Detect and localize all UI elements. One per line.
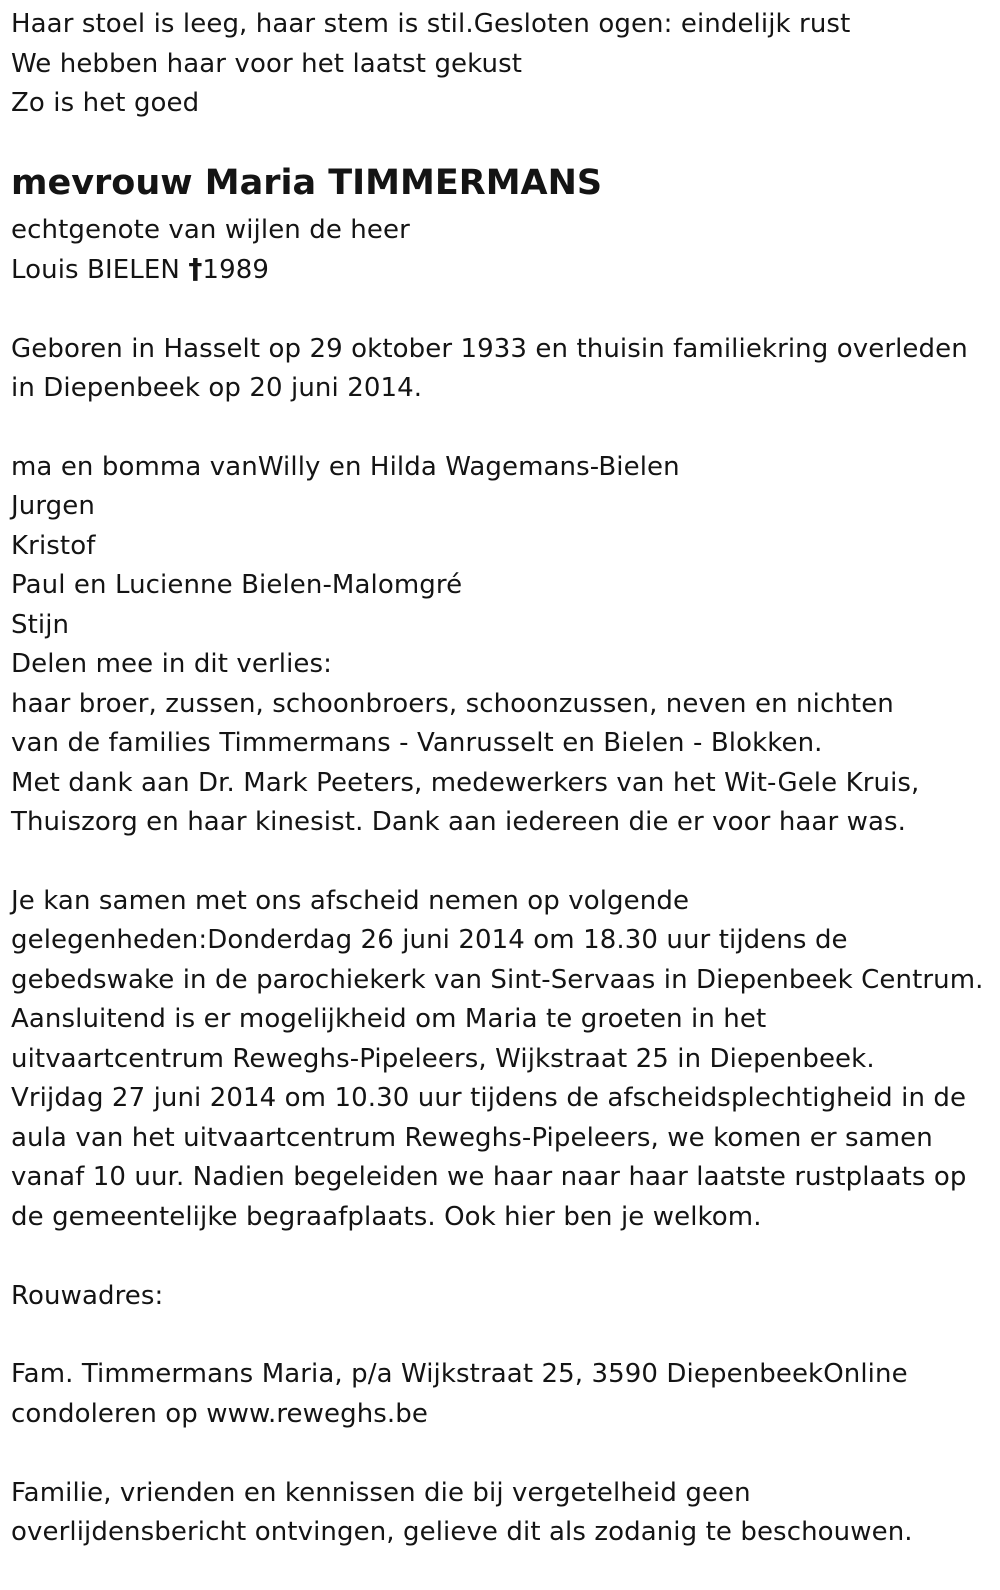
poem-line: We hebben haar voor het laatst gekust	[11, 49, 523, 79]
farewell-line: uitvaartcentrum Reweghs-Pipeleers, Wijkstraat 25 in Diepenbeek.	[11, 1044, 875, 1074]
farewell-line: Vrijdag 27 juni 2014 om 10.30 uur tijdens de afscheidsplechtigheid in de	[11, 1083, 967, 1113]
poem-line: Zo is het goed	[11, 88, 200, 118]
family-line: Jurgen	[11, 491, 95, 521]
cross-icon: †	[188, 252, 203, 285]
paragraph-line: Geboren in Hasselt op 29 oktober 1933 en thuisin familiekring overleden	[11, 334, 968, 364]
spouse-death-year: 1989	[202, 255, 269, 285]
address-label: Rouwadres:	[11, 1281, 164, 1311]
family-line: Stijn	[11, 610, 70, 640]
closing-line: Familie, vrienden en kennissen die bij vergetelheid geen	[11, 1478, 751, 1508]
farewell-line: Je kan samen met ons afscheid nemen op volgende	[11, 886, 690, 916]
spouse-line: echtgenote van wijlen de heer	[11, 215, 410, 245]
family-line: van de families Timmermans - Vanrusselt en Bielen - Blokken.	[11, 728, 823, 758]
farewell-line: gebedswake in de parochiekerk van Sint-Servaas in Diepenbeek Centrum.	[11, 965, 984, 995]
family-line: Paul en Lucienne Bielen-Malomgré	[11, 570, 463, 600]
family-line: Thuiszorg en haar kinesist. Dank aan iedereen die er voor haar was.	[11, 807, 907, 837]
poem-line: Haar stoel is leeg, haar stem is stil.Gesloten ogen: eindelijk rust	[11, 9, 851, 39]
family-line: Kristof	[11, 531, 96, 561]
farewell-line: aula van het uitvaartcentrum Reweghs-Pipeleers, we komen er samen	[11, 1123, 933, 1153]
paragraph-line: in Diepenbeek op 20 juni 2014.	[11, 373, 423, 403]
closing-line: overlijdensbericht ontvingen, gelieve dit als zodanig te beschouwen.	[11, 1517, 913, 1547]
address-line: Fam. Timmermans Maria, p/a Wijkstraat 25, 3590 DiepenbeekOnline	[11, 1359, 908, 1389]
farewell-line: vanaf 10 uur. Nadien begeleiden we haar naar haar laatste rustplaats op	[11, 1162, 967, 1192]
family-line: Delen mee in dit verlies:	[11, 649, 333, 679]
family-line: haar broer, zussen, schoonbroers, schoonzussen, neven en nichten	[11, 689, 894, 719]
farewell-line: gelegenheden:Donderdag 26 juni 2014 om 18.30 uur tijdens de	[11, 925, 848, 955]
farewell-line: Aansluitend is er mogelijkheid om Maria te groeten in het	[11, 1004, 767, 1034]
family-line: Met dank aan Dr. Mark Peeters, medewerkers van het Wit-Gele Kruis,	[11, 768, 920, 798]
spouse-name: Louis BIELEN	[11, 255, 189, 285]
deceased-name: mevrouw Maria TIMMERMANS	[11, 163, 603, 203]
family-line: ma en bomma vanWilly en Hilda Wagemans-Bielen	[11, 452, 680, 482]
address-line: condoleren op www.reweghs.be	[11, 1399, 428, 1429]
farewell-line: de gemeentelijke begraafplaats. Ook hier ben je welkom.	[11, 1202, 762, 1232]
spouse-name-line	[11, 252, 269, 287]
